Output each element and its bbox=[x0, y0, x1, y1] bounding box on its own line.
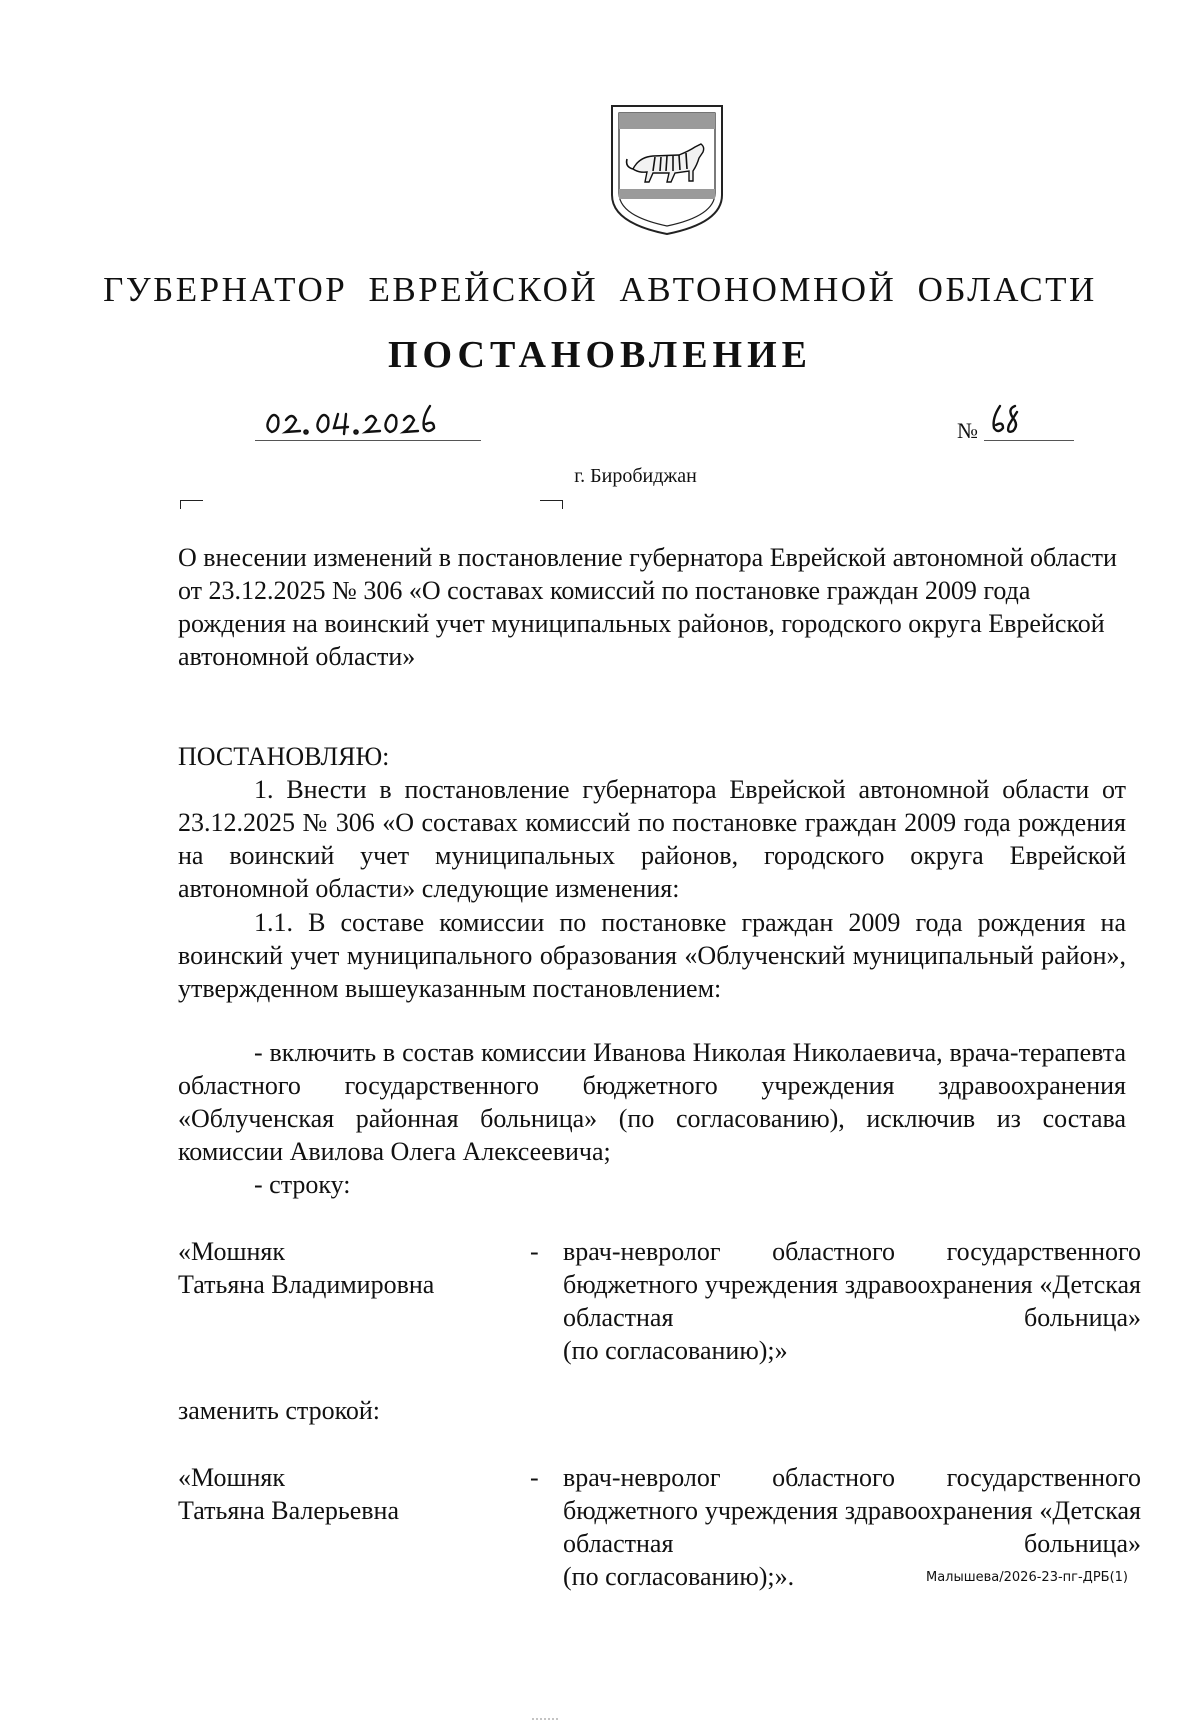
old-entry-given-name: Татьяна Владимировна bbox=[178, 1270, 435, 1299]
item-1: 1. Внести в постановление губернатора Еврейской автономной области от 23.12.2025 № 306 «О составах комиссий по постановке граждан 2009 года рождения на воинский учет муниципальных районов, городского округа Еврейской автономной области» следующие изменения: bbox=[178, 775, 1126, 903]
old-entry-description bbox=[563, 1235, 1141, 1367]
document-type-title: ПОСТАНОВЛЕНИЕ bbox=[387, 334, 813, 376]
handwritten-number bbox=[988, 400, 1024, 440]
old-entry-dash: - bbox=[530, 1237, 539, 1266]
old-entry-name bbox=[178, 1235, 518, 1301]
new-entry-dash: - bbox=[530, 1463, 539, 1492]
new-entry-surname: «Мошняк bbox=[178, 1463, 285, 1492]
new-entry-approval: (по согласованию);». bbox=[563, 1562, 795, 1591]
replace-label: заменить строкой: bbox=[178, 1396, 381, 1425]
coat-of-arms-emblem bbox=[609, 103, 725, 237]
line-label: - строку: bbox=[254, 1170, 351, 1199]
old-entry-approval: (по согласованию);» bbox=[563, 1336, 788, 1365]
document-subject: О внесении изменений в постановление губернатора Еврейской автономной области от 23.12.2025 № 306 «О составах комиссий по постановке граждан 2009 года рождения на воинский учет муниципальных районов, городского округа Еврейской автономной области» bbox=[178, 543, 1117, 671]
footer-reference: Малышева/2026-23-пг-ДРБ(1) bbox=[925, 1570, 1128, 1585]
scan-artifact-mark bbox=[530, 1708, 560, 1712]
corner-mark-right bbox=[540, 500, 563, 509]
city: г. Биробиджан bbox=[574, 465, 697, 487]
new-entry-given-name: Татьяна Валерьевна bbox=[178, 1496, 399, 1525]
corner-mark-left bbox=[180, 500, 203, 509]
old-entry-surname: «Мошняк bbox=[178, 1237, 285, 1266]
include-clause: - включить в состав комиссии Иванова Николая Николаевича, врача-терапевта областного государственного бюджетного учреждения здравоохранения «Облученская районная больница» (по согласованию), исключив из состава комиссии Авилова Олега Алексеевича; bbox=[178, 1038, 1126, 1166]
date-underline bbox=[255, 440, 481, 441]
new-entry-position: врач-невролог областного государственного бюджетного учреждения здравоохранения «Детская областная больница» bbox=[563, 1463, 1141, 1558]
number-underline bbox=[984, 440, 1074, 441]
authority-title: ГУБЕРНАТОР ЕВРЕЙСКОЙ АВТОНОМНОЙ ОБЛАСТИ bbox=[103, 270, 1097, 309]
number-sign: № bbox=[957, 418, 978, 443]
item-1-1: 1.1. В составе комиссии по постановке граждан 2009 года рождения на воинский учет муниципального образования «Облученский муниципальный район», утвержденном вышеуказанным постановлением: bbox=[178, 908, 1126, 1003]
new-entry-name bbox=[178, 1461, 518, 1527]
old-entry-position: врач-невролог областного государственного бюджетного учреждения здравоохранения «Детская областная больница» bbox=[563, 1237, 1141, 1332]
resolve-heading: ПОСТАНОВЛЯЮ: bbox=[178, 742, 390, 771]
handwritten-date bbox=[262, 400, 480, 442]
